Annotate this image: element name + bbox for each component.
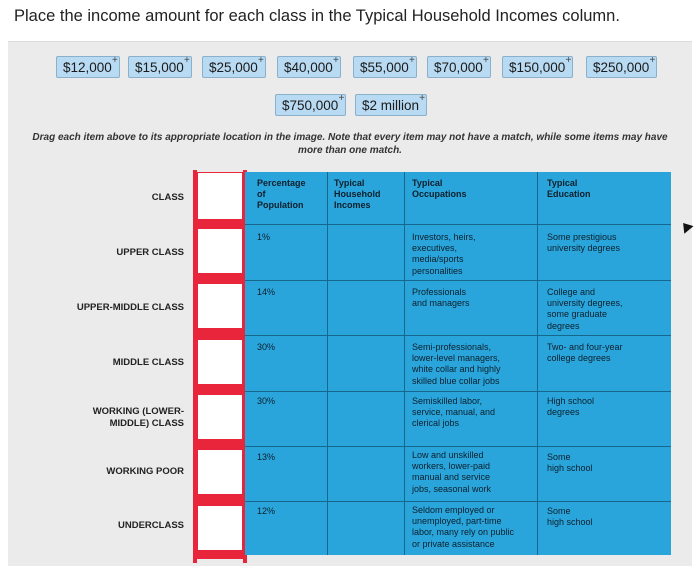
cell-line: university degrees, (547, 298, 623, 309)
class-label-upper-middle: UPPER-MIDDLE CLASS (76, 302, 184, 313)
token-250000[interactable] (586, 56, 657, 78)
cell-line: Seldom employed or (412, 505, 495, 515)
token-label: $250,000 (593, 60, 650, 75)
grid-line (245, 335, 671, 336)
grid-line (245, 224, 671, 225)
pct-working-poor: 13% (257, 452, 276, 462)
token-label: $2 million (362, 98, 420, 113)
grid-line (537, 172, 538, 555)
cell-line: or private assistance (412, 538, 495, 549)
plus-icon: + (257, 55, 264, 66)
header-line: Education (547, 189, 591, 200)
cell-line: clerical jobs (412, 418, 460, 429)
education-working-poor (547, 452, 593, 474)
cell-line: workers, lower-paid (412, 461, 491, 472)
plus-icon: + (332, 55, 339, 66)
pct-middle: 30% (257, 342, 276, 352)
income-drop-middle[interactable] (328, 336, 404, 391)
token-2-million[interactable] (355, 94, 427, 116)
cell-line: jobs, seasonal work (412, 483, 492, 494)
header-percentage (257, 178, 306, 212)
ladder-rung (197, 440, 243, 449)
instructions-line-1: Drag each item above to its appropriate location in the image. Note that every item may not have a match, while some items may have (32, 132, 668, 143)
drop-zone-middle[interactable] (197, 339, 243, 385)
ladder-rung (197, 551, 243, 559)
pct-upper: 1% (257, 232, 271, 242)
cell-line: executives, (412, 243, 458, 254)
header-occupations (412, 178, 467, 200)
cell-line: degrees (547, 320, 580, 331)
income-drop-upper[interactable] (328, 225, 404, 280)
cell-line: labor, many rely on public (412, 527, 515, 538)
cell-line: unemployed, part-time (412, 516, 502, 527)
token-40000[interactable] (277, 56, 341, 78)
plus-icon: + (565, 55, 572, 66)
education-working (547, 396, 594, 418)
plus-icon: + (649, 55, 656, 66)
header-education (547, 178, 591, 200)
cell-line: degrees (547, 407, 580, 418)
cell-line: Investors, heirs, (412, 232, 476, 242)
cell-line: Semi-professionals, (412, 342, 492, 352)
token-150000[interactable] (502, 56, 573, 78)
pct-underclass: 12% (257, 506, 276, 516)
plus-icon: + (408, 55, 415, 66)
token-label: $150,000 (509, 60, 566, 75)
drop-zone-upper-middle[interactable] (197, 283, 243, 329)
token-70000[interactable] (427, 56, 491, 78)
header-line: Household (334, 189, 381, 200)
ladder-rung (197, 274, 243, 283)
drop-zone-working[interactable] (197, 394, 243, 440)
plus-icon: + (338, 93, 345, 104)
income-drop-working[interactable] (328, 392, 404, 446)
ladder-rung (197, 329, 243, 339)
header-line: Typical (412, 178, 443, 188)
header-line: Typical (334, 178, 365, 188)
class-label-underclass: UNDERCLASS (118, 520, 184, 531)
token-750000[interactable] (275, 94, 346, 116)
occupation-upper (412, 232, 476, 277)
income-drop-working-poor[interactable] (328, 447, 404, 501)
grid-line (245, 391, 671, 392)
cell-line: Some (547, 452, 571, 462)
class-label-middle: MIDDLE CLASS (112, 357, 184, 368)
cell-line: lower-level managers, (412, 353, 501, 364)
token-label: $12,000 (63, 60, 112, 75)
occupation-middle (412, 342, 501, 387)
cell-line: university degrees (547, 243, 621, 254)
header-line: Population (257, 200, 304, 211)
cell-line: Some prestigious (547, 232, 617, 242)
header-line: Occupations (412, 189, 467, 200)
question-text: Place the income amount for each class in the Typical Household Incomes column. (14, 7, 620, 25)
ladder-rung (197, 385, 243, 394)
income-drop-underclass[interactable] (328, 502, 404, 555)
cell-line: High school (547, 396, 595, 406)
token-15000[interactable] (128, 56, 192, 78)
header-line: Incomes (334, 200, 371, 211)
header-line: Typical (547, 178, 578, 188)
cell-line: skilled blue collar jobs (412, 375, 500, 386)
occupation-underclass (412, 505, 514, 550)
instructions (8, 131, 692, 157)
grid-line (245, 280, 671, 281)
header-household-incomes (334, 178, 381, 212)
cell-line: service, manual, and (412, 407, 496, 418)
ladder-rung (197, 220, 243, 228)
token-label: $750,000 (282, 98, 339, 113)
drop-zone-working-poor[interactable] (197, 449, 243, 495)
cell-line: white collar and highly (412, 364, 501, 375)
token-55000[interactable] (353, 56, 417, 78)
plus-icon: + (419, 93, 426, 104)
education-upper (547, 232, 620, 254)
drop-zone-header[interactable] (197, 172, 243, 220)
cell-line: Professionals (412, 287, 467, 297)
grid-line (404, 172, 405, 555)
class-table (245, 172, 671, 555)
token-label: $15,000 (135, 60, 184, 75)
cell-line: Two- and four-year (547, 342, 623, 352)
cell-line: Low and unskilled (412, 450, 484, 460)
cell-line: Some (547, 506, 571, 516)
grid-line (245, 446, 671, 447)
plus-icon: + (111, 55, 118, 66)
drop-zone-underclass[interactable] (197, 505, 243, 551)
header-line: Percentage (257, 178, 306, 188)
ladder-rung (197, 495, 243, 505)
plus-icon: + (183, 55, 190, 66)
class-label-working-line2: MIDDLE) CLASS (109, 418, 184, 429)
cell-line: and managers (412, 298, 470, 309)
education-underclass (547, 506, 593, 528)
cell-line: Semiskilled labor, (412, 396, 483, 406)
cell-line: College and (547, 287, 596, 297)
cell-line: some graduate (547, 309, 608, 320)
cell-line: college degrees (547, 353, 611, 364)
income-drop-upper-middle[interactable] (328, 281, 404, 335)
grid-line (245, 501, 671, 502)
pct-working: 30% (257, 396, 276, 406)
class-label-working-poor: WORKING POOR (106, 466, 184, 477)
education-middle (547, 342, 623, 364)
class-label-upper: UPPER CLASS (116, 247, 184, 258)
drop-zone-upper[interactable] (197, 228, 243, 274)
class-label-working-line1: WORKING (LOWER- (92, 406, 184, 417)
education-upper-middle (547, 287, 623, 332)
pct-upper-middle: 14% (257, 287, 276, 297)
token-label: $40,000 (284, 60, 333, 75)
plus-icon: + (482, 55, 489, 66)
token-label: $25,000 (209, 60, 258, 75)
occupation-working-poor (412, 450, 491, 495)
cell-line: high school (547, 517, 593, 528)
instructions-line-2: more than one match. (298, 145, 402, 156)
occupation-working (412, 396, 495, 430)
token-25000[interactable] (202, 56, 266, 78)
occupation-upper-middle (412, 287, 470, 309)
class-header: CLASS (151, 192, 184, 203)
token-12000[interactable] (56, 56, 120, 78)
cell-line: high school (547, 463, 593, 474)
class-label-working (4, 406, 184, 430)
cell-line: personalities (412, 265, 463, 276)
header-line: of (257, 189, 266, 200)
token-label: $70,000 (434, 60, 483, 75)
cell-line: media/sports (412, 254, 464, 265)
token-label: $55,000 (360, 60, 409, 75)
cell-line: manual and service (412, 472, 491, 483)
